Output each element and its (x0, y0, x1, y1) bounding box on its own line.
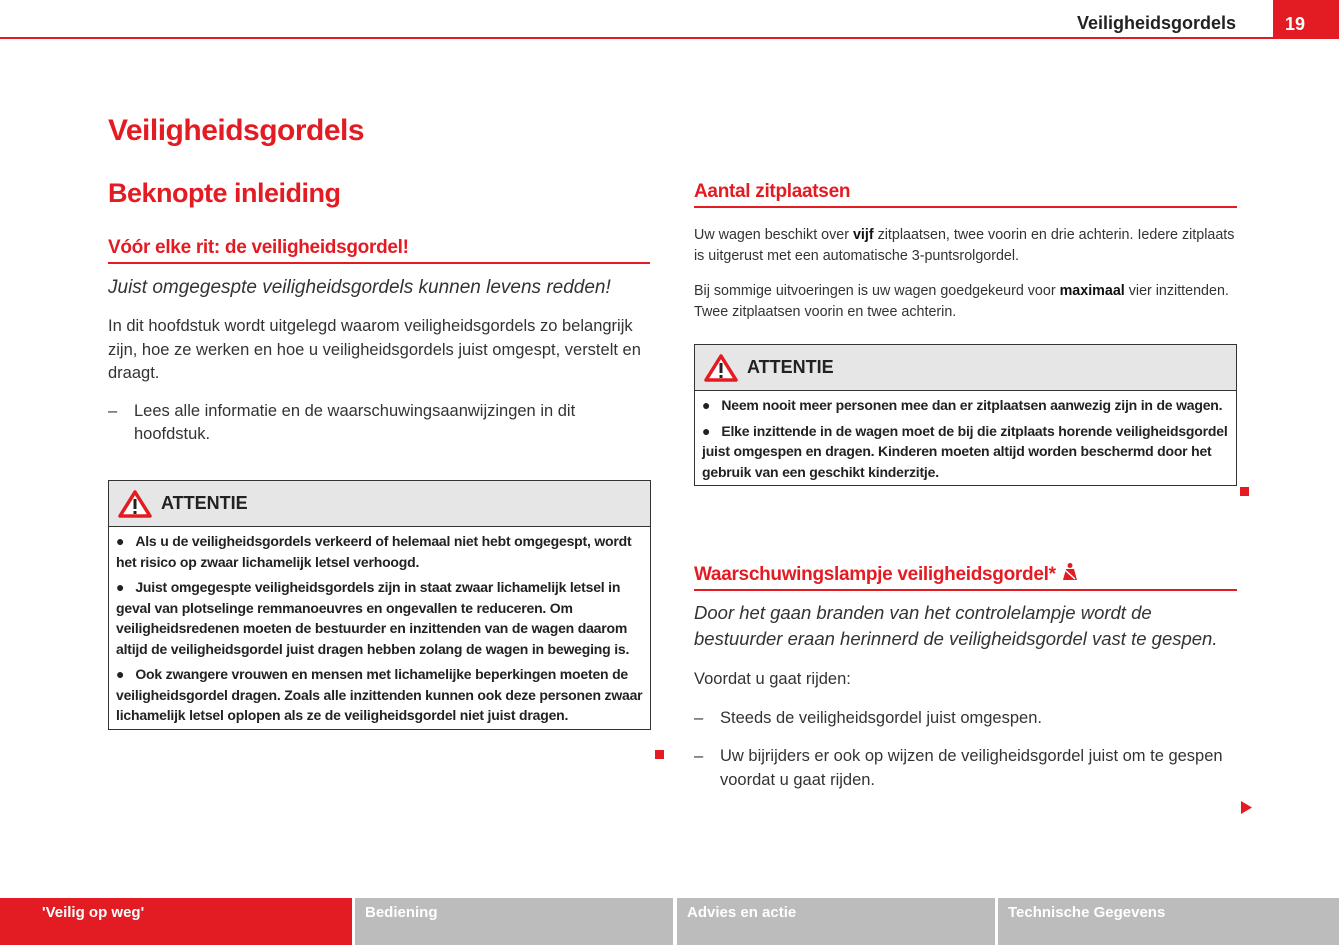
before-driving-text: Voordat u gaat rijden: (694, 670, 851, 688)
warning-body (109, 527, 650, 729)
warning-item: ● Juist omgegespte veiligheidsgordels zijn in staat zwaar lichamelijk letsel in geval van plotselinge remmanoeuvres en ongevallen te reduceren. Om veiligheidsredenen moeten de bestuurder en inzittenden van de wagen daarom altijd de veiligheidsgordel juist dragen hebben zolang de wagen in beweging is. (116, 579, 630, 657)
warning-item: ● Neem nooit meer personen mee dan er zitplaatsen aanwezig zijn in de wagen. (702, 397, 1223, 413)
warning-triangle-icon (117, 489, 153, 519)
warning-title: ATTENTIE (747, 357, 834, 377)
seatbelt-icon (1061, 562, 1079, 582)
lamp-section (694, 562, 1237, 792)
lamp-lead: Door het gaan branden van het controlelampje wordt de bestuurder eraan herinnerd de veiligheidsgordel vast te gespen. (694, 602, 1218, 649)
warning-header (695, 345, 1236, 391)
instruction-item: – Uw bijrijders er ook op wijzen de veiligheidsgordel juist om te gespen voordat u gaat rijden. (694, 745, 1237, 792)
footer-tab-technische-gegevens[interactable]: Technische Gegevens (998, 898, 1339, 945)
page-title: Veiligheidsgordels (108, 114, 365, 147)
continue-arrow-icon (1241, 801, 1252, 814)
running-header: Veiligheidsgordels (1076, 13, 1236, 33)
max-seats-paragraph: Bij sommige uitvoeringen is uw wagen goedgekeurd voor maximaal vier inzittenden. Twee zitplaatsen voorin en twee achterin. (694, 283, 1229, 320)
warning-item: ● Elke inzittende in de wagen moet de bij die zitplaats horende veiligheidsgordel juist omgespen en dragen. Kinderen moeten altijd worden beschermd door het gebruik van een geschikt kinderzitje. (702, 422, 1228, 480)
warning-title: ATTENTIE (161, 493, 248, 513)
section-heading: Beknopte inleiding (108, 178, 341, 208)
right-column (694, 181, 1237, 323)
warning-triangle-icon (703, 353, 739, 383)
subsection-heading: Vóór elke rit: de veiligheidsgordel! (108, 237, 650, 264)
intro-paragraph: In dit hoofdstuk wordt uitgelegd waarom veiligheidsgordels zo belangrijk zijn, hoe ze werken en hoe u veiligheidsgordels juist omgespt, verstelt en draagt. (108, 317, 641, 382)
warning-item: ● Als u de veiligheidsgordels verkeerd of helemaal niet hebt omgegespt, wordt het risico op zwaar lichamelijk letsel verhoogd. (116, 533, 632, 570)
instruction-item: – Steeds de veiligheidsgordel juist omgespen. (694, 707, 1237, 731)
footer-tab-bediening[interactable]: Bediening (355, 898, 673, 945)
lead-text: Juist omgegespte veiligheidsgordels kunnen levens redden! (108, 277, 611, 298)
end-marker-icon (655, 750, 664, 759)
instruction-item: – Lees alle informatie en de waarschuwingsaanwijzingen in dit hoofdstuk. (108, 400, 650, 447)
instruction-text: Uw bijrijders er ook op wijzen de veiligheidsgordel juist om te gespen voordat u gaat rijden. (720, 747, 1223, 789)
header-rule (0, 37, 1339, 39)
warning-body (695, 391, 1236, 485)
warning-header (109, 481, 650, 527)
footer-tab-advies-en-actie[interactable]: Advies en actie (677, 898, 995, 945)
end-marker-icon (1240, 487, 1249, 496)
left-column (108, 178, 650, 447)
seats-paragraph: Uw wagen beschikt over vijf zitplaatsen, twee voorin en drie achterin. Iedere zitplaats is uitgerust met een automatische 3-puntsrolgordel. (694, 227, 1235, 264)
footer-tab-veilig-op-weg[interactable]: 'Veilig op weg' (0, 898, 352, 945)
page-number: 19 (1273, 0, 1339, 39)
seats-heading: Aantal zitplaatsen (694, 181, 1237, 208)
warning-box (108, 480, 651, 730)
lamp-heading: Waarschuwingslampje veiligheidsgordel* (694, 562, 1237, 591)
instruction-text: Lees alle informatie en de waarschuwingsaanwijzingen in dit hoofdstuk. (134, 401, 576, 443)
warning-box (694, 344, 1237, 486)
instruction-text: Steeds de veiligheidsgordel juist omgespen. (720, 708, 1042, 727)
warning-item: ● Ook zwangere vrouwen en mensen met lichamelijke beperkingen moeten de veiligheidsgordel dragen. Zoals alle inzittenden kunnen ook deze personen zwaar lichamelijk letsel oplopen als ze de veiligheidsgordel niet juist dragen. (116, 666, 643, 723)
